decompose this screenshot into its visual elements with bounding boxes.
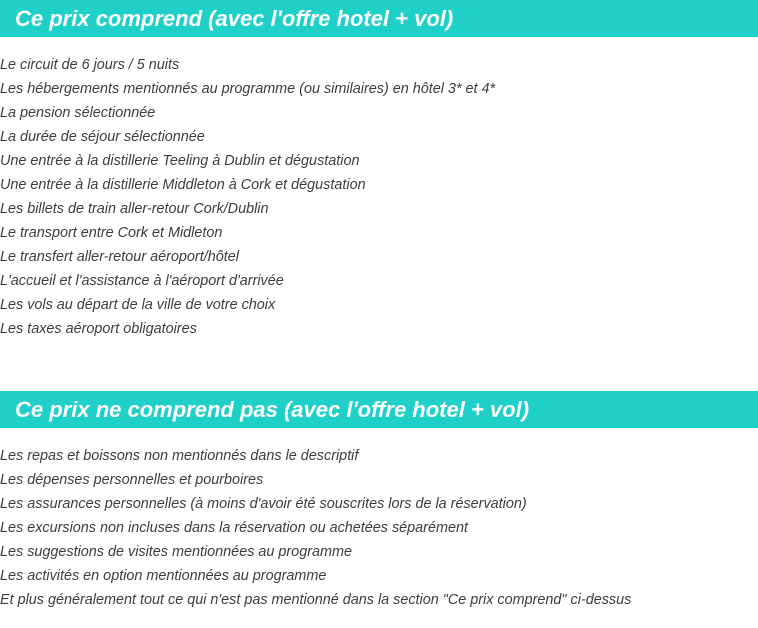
included-item: Les vols au départ de la ville de votre choix bbox=[0, 297, 276, 313]
included-item: Les billets de train aller-retour Cork/Dublin bbox=[0, 201, 269, 217]
included-item: L'accueil et l'assistance à l'aéroport d'arrivée bbox=[0, 273, 284, 289]
included-item: Les taxes aéroport obligatoires bbox=[0, 321, 197, 337]
excluded-item: Les activités en option mentionnées au programme bbox=[0, 568, 327, 584]
included-items-list bbox=[0, 53, 495, 341]
excluded-item: Les excursions non incluses dans la réservation ou achetées séparément bbox=[0, 520, 468, 536]
included-item: Le transport entre Cork et Midleton bbox=[0, 225, 223, 241]
included-item: La durée de séjour sélectionnée bbox=[0, 129, 205, 145]
included-item: Le circuit de 6 jours / 5 nuits bbox=[0, 57, 180, 73]
included-section-title: Ce prix comprend (avec l'offre hotel + vol) bbox=[0, 0, 758, 37]
excluded-items-list bbox=[0, 444, 631, 612]
excluded-item: Les repas et boissons non mentionnés dans le descriptif bbox=[0, 448, 359, 464]
excluded-item: Et plus généralement tout ce qui n'est pas mentionné dans la section "Ce prix comprend" ci-dessus bbox=[0, 592, 632, 608]
excluded-item: Les assurances personnelles (à moins d'avoir été souscrites lors de la réservation) bbox=[0, 496, 527, 512]
included-item: Une entrée à la distillerie Middleton à Cork et dégustation bbox=[0, 177, 366, 193]
included-item: Les hébergements mentionnés au programme (ou similaires) en hôtel 3* et 4* bbox=[0, 81, 496, 97]
included-item: Une entrée à la distillerie Teeling à Dublin et dégustation bbox=[0, 153, 360, 169]
included-item: La pension sélectionnée bbox=[0, 105, 156, 121]
included-item: Le transfert aller-retour aéroport/hôtel bbox=[0, 249, 239, 265]
excluded-item: Les dépenses personnelles et pourboires bbox=[0, 472, 264, 488]
excluded-item: Les suggestions de visites mentionnées au programme bbox=[0, 544, 352, 560]
excluded-section-title: Ce prix ne comprend pas (avec l'offre hotel + vol) bbox=[0, 391, 758, 428]
